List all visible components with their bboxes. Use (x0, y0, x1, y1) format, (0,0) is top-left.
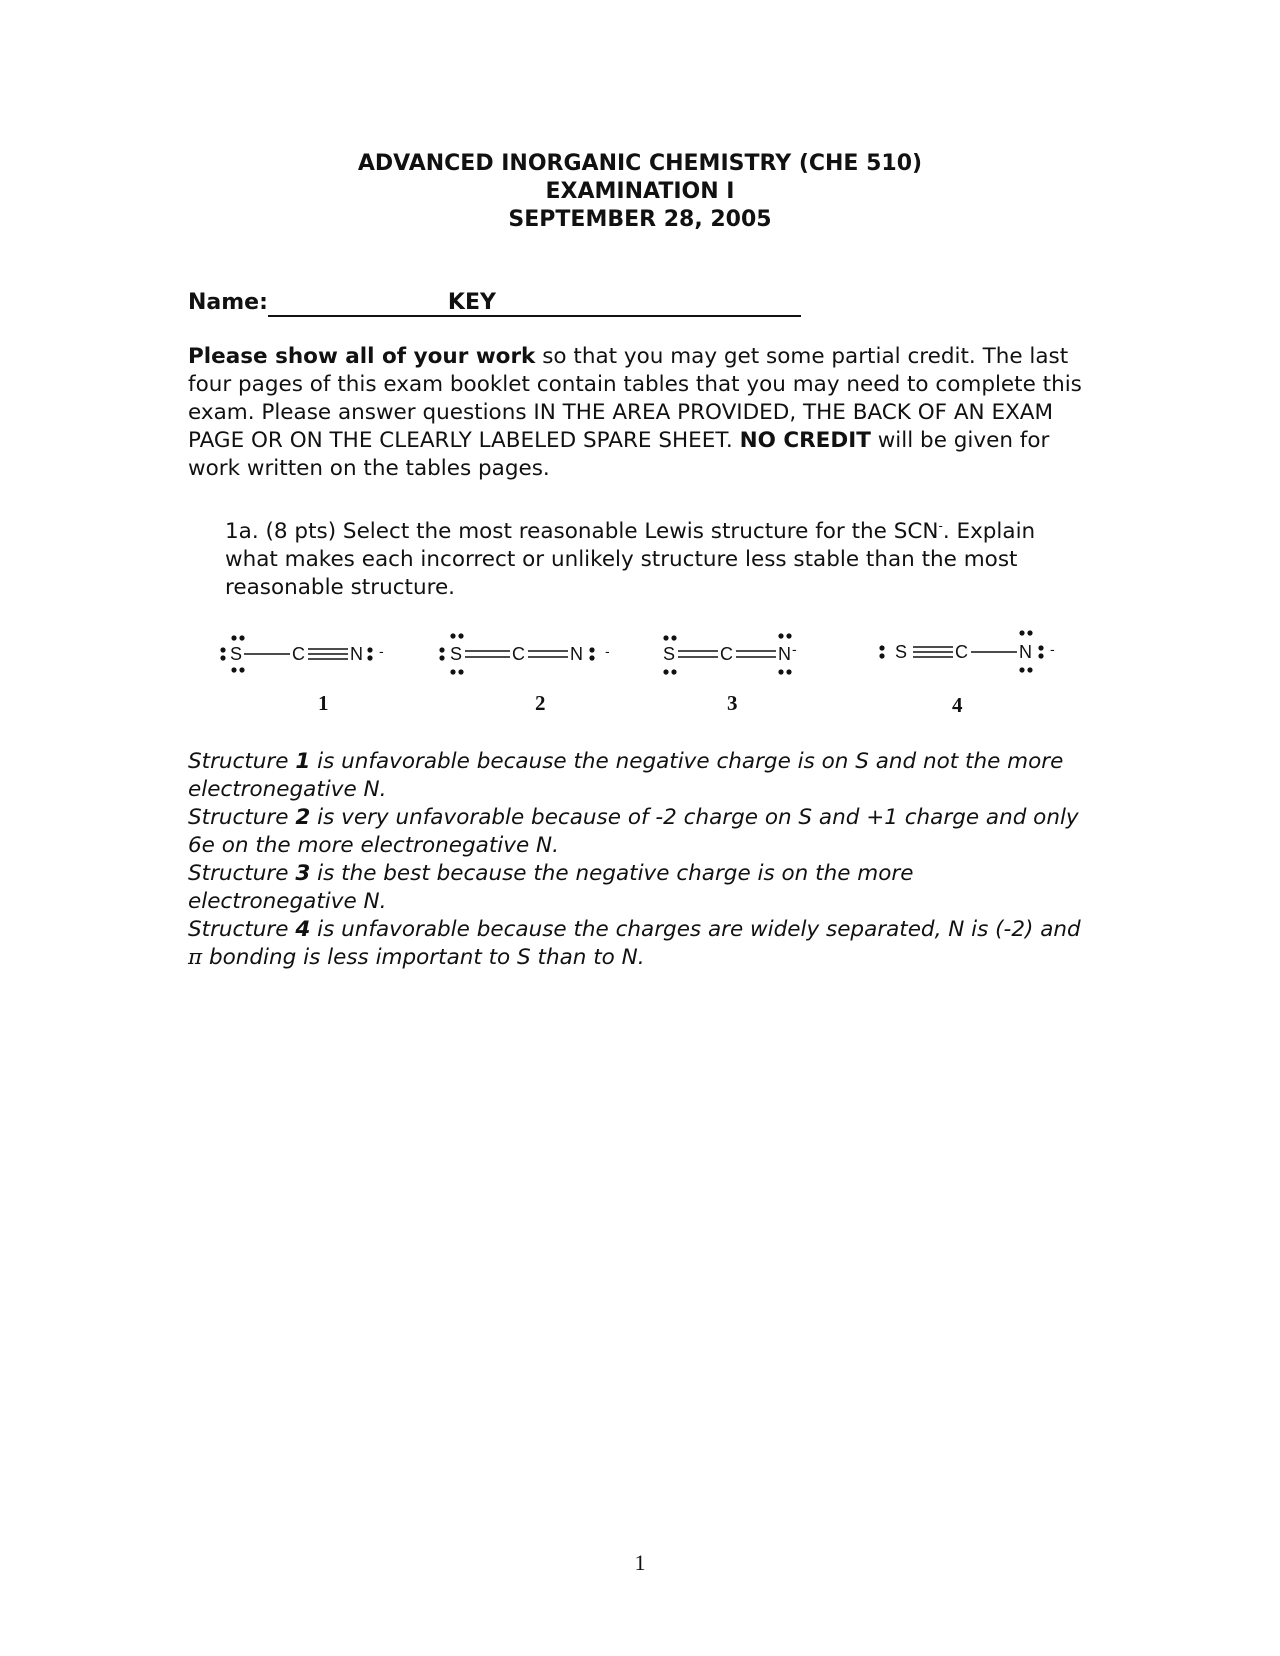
struct3-atom-n: N (778, 644, 791, 664)
struct1-label: 1 (318, 691, 329, 715)
lewis-structure-3 (663, 633, 797, 715)
answer-3-text: is the best because the negative charge is on the more electronegative N. (188, 861, 914, 914)
answer-1-text: is unfavorable because the negative charge is on S and not the more electronegative N. (188, 749, 1064, 802)
struct3-atom-c: C (720, 644, 733, 664)
answer-4-text-b: bonding is less important to S than to N. (202, 945, 645, 970)
struct2-atom-s: S (450, 644, 463, 664)
answer-1-prefix: Structure (188, 749, 296, 774)
struct4-charge: - (1050, 641, 1055, 657)
instructions-bold-lead: Please show all of your work (188, 344, 536, 369)
lewis-structure-2 (439, 633, 610, 715)
exam-course-title: ADVANCED INORGANIC CHEMISTRY (CHE 510) (357, 151, 923, 176)
instructions-no-credit: NO CREDIT (739, 428, 871, 453)
answer-2-text: is very unfavorable because of -2 charge on S and +1 charge and only 6e on the more electronegative N. (188, 805, 1079, 858)
struct1-atom-s: S (230, 644, 243, 664)
struct1-charge: - (379, 643, 384, 659)
answer-structure-2 (188, 804, 1088, 860)
answer-3-prefix: Structure (188, 861, 296, 886)
struct2-charge: - (605, 643, 610, 659)
instructions (188, 343, 1088, 483)
lewis-structures-figure (210, 620, 1070, 720)
exam-title: EXAMINATION I (545, 179, 735, 204)
struct4-atom-n: N (1019, 642, 1032, 662)
question-1a-text-after: . Explain what makes each incorrect or unlikely structure less stable than the most reasonable structure. (225, 519, 1036, 601)
struct3-atom-s: S (663, 644, 676, 664)
answer-key (188, 748, 1088, 972)
instructions-text-1: so that you may get some partial credit. The last four pages of this exam booklet contain tables that you may need to complete this exam. Please answer questions IN THE AREA PROVIDED, THE BACK OF AN EXAM PAGE OR ON THE CLEARLY LABELED SPARE SHEET. (188, 344, 1082, 453)
struct2-label: 2 (535, 691, 546, 715)
struct1-atom-c: C (292, 644, 305, 664)
struct1-atom-n: N (350, 644, 363, 664)
lewis-structure-4 (879, 630, 1055, 717)
struct4-label: 4 (952, 693, 963, 717)
name-value: KEY (447, 290, 496, 315)
answer-2-number: 2 (295, 805, 311, 830)
pi-symbol: π (188, 945, 203, 970)
answer-3-number: 3 (295, 861, 311, 886)
name-blank-left (268, 290, 448, 317)
answer-structure-1 (188, 748, 1088, 804)
answer-4-prefix: Structure (188, 917, 296, 942)
answer-4-text-a: is unfavorable because the charges are widely separated, N is (-2) and (310, 917, 1081, 942)
answer-4-number: 4 (295, 917, 311, 942)
exam-date: SEPTEMBER 28, 2005 (508, 207, 772, 232)
answer-2-prefix: Structure (188, 805, 296, 830)
instructions-text-2: will be given for work written on the tables pages. (188, 428, 1050, 481)
page-number: 1 (634, 1550, 646, 1575)
question-1a (225, 512, 1085, 602)
struct3-charge: - (792, 641, 797, 657)
struct4-atom-c: C (955, 642, 968, 662)
answer-1-number: 1 (295, 749, 311, 774)
name-blank-right (496, 290, 801, 317)
struct3-label: 3 (727, 691, 738, 715)
question-1a-charge: - (938, 519, 943, 533)
name-label: Name: (188, 290, 268, 315)
answer-structure-3 (188, 860, 1088, 916)
lewis-structure-1 (220, 635, 384, 715)
struct2-atom-c: C (512, 644, 525, 664)
struct4-atom-s: S (895, 642, 908, 662)
struct2-atom-n: N (570, 644, 583, 664)
answer-structure-4 (188, 916, 1088, 972)
name-field (188, 290, 801, 317)
question-1a-text: 1a. (8 pts) Select the most reasonable Lewis structure for the SCN (225, 519, 939, 545)
